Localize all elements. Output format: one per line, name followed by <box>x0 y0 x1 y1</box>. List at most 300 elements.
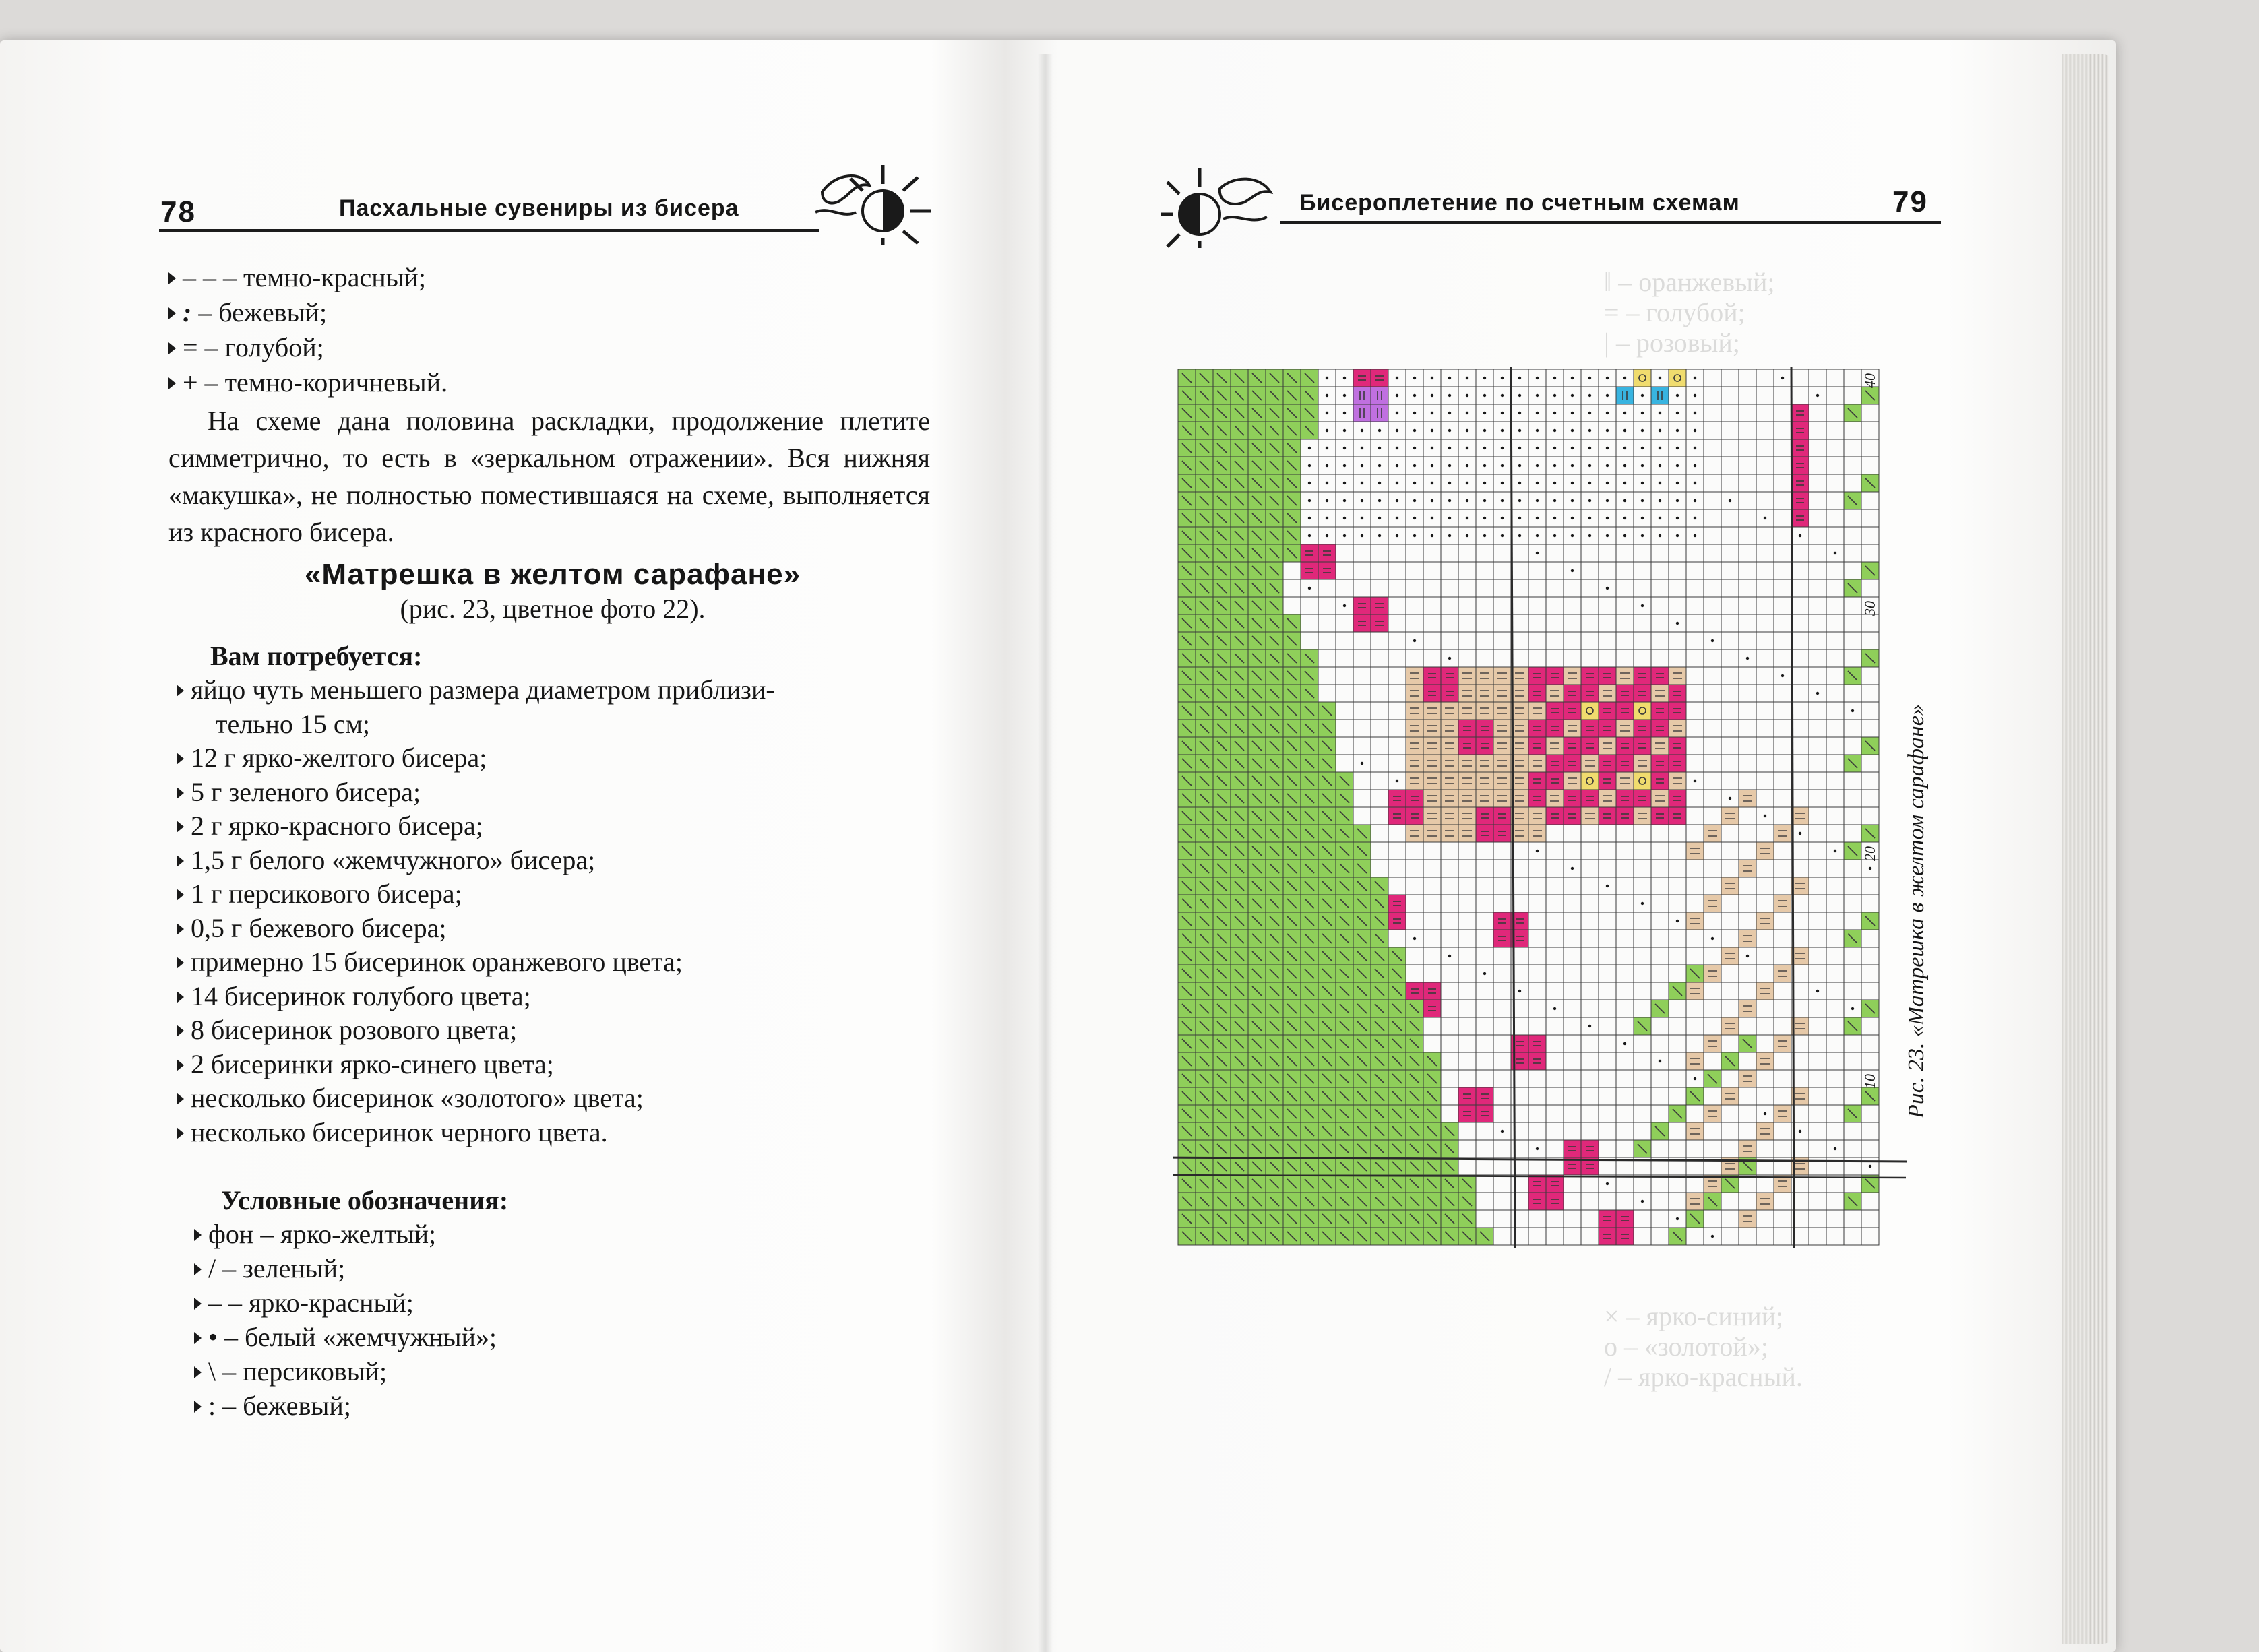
pattern-cell <box>1493 1035 1511 1052</box>
pattern-cell <box>1476 790 1493 807</box>
pattern-cell <box>1353 667 1371 685</box>
pattern-cell <box>1581 982 1599 1000</box>
pattern-cell <box>1721 720 1739 737</box>
pattern-cell <box>1528 912 1546 930</box>
pattern-cell <box>1599 947 1616 965</box>
cell-mark <box>1396 534 1398 537</box>
pattern-cell <box>1371 720 1388 737</box>
pattern-cell <box>1826 930 1844 947</box>
pattern-cell <box>1774 1210 1791 1228</box>
cell-mark <box>1588 482 1591 484</box>
cell-mark <box>1659 517 1661 519</box>
pattern-cell <box>1318 597 1336 614</box>
pattern-cell <box>1686 807 1704 825</box>
pattern-cell <box>1756 720 1774 737</box>
pattern-cell <box>1528 1228 1546 1245</box>
pattern-cell <box>1493 597 1511 614</box>
pattern-cell <box>1721 877 1739 895</box>
pattern-cell <box>1826 982 1844 1000</box>
pattern-cell <box>1581 912 1599 930</box>
pattern-cell <box>1458 1140 1476 1157</box>
cell-mark <box>1606 464 1609 467</box>
cell-mark <box>1588 412 1591 414</box>
pattern-cell <box>1669 1017 1686 1035</box>
pattern-cell <box>1756 369 1774 387</box>
pattern-cell <box>1756 579 1774 597</box>
material-item <box>177 1048 554 1080</box>
pattern-cell <box>1791 439 1809 457</box>
cell-mark <box>1431 499 1433 502</box>
pattern-cell <box>1651 1035 1669 1052</box>
cell-mark <box>1326 517 1328 519</box>
cell-mark <box>1729 499 1731 502</box>
pattern-cell <box>1493 1175 1511 1193</box>
cell-mark <box>1553 377 1556 379</box>
pattern-cell <box>1406 877 1423 895</box>
pattern-cell <box>1423 597 1441 614</box>
pattern-cell <box>1528 737 1546 755</box>
pattern-cell <box>1844 807 1861 825</box>
pattern-cell <box>1669 842 1686 860</box>
pattern-cell <box>1564 825 1581 842</box>
pattern-cell <box>1616 737 1634 755</box>
bullet-triangle-icon <box>177 1025 184 1037</box>
pattern-cell <box>1774 509 1791 527</box>
cell-mark <box>1694 499 1696 502</box>
pattern-cell <box>1809 509 1826 527</box>
left-header-title: Пасхальные сувениры из бисера <box>339 195 739 221</box>
pattern-cell <box>1756 562 1774 579</box>
right-page-number: 79 <box>1892 185 1928 218</box>
cell-mark <box>1606 587 1609 590</box>
pattern-cell <box>1336 632 1353 649</box>
pattern-cell <box>1476 807 1493 825</box>
pattern-cell <box>1791 772 1809 790</box>
pattern-cell <box>1441 1017 1458 1035</box>
pattern-cell <box>1616 860 1634 877</box>
pattern-cell <box>1564 1070 1581 1087</box>
cell-mark <box>1483 534 1486 537</box>
pattern-cell <box>1826 597 1844 614</box>
pattern-cell <box>1739 1017 1756 1035</box>
pattern-cell <box>1756 597 1774 614</box>
pattern-cell <box>1336 667 1353 685</box>
cell-mark <box>1483 972 1486 975</box>
cell-mark <box>1641 517 1644 519</box>
legend-item <box>194 1287 414 1319</box>
pattern-cell <box>1721 1070 1739 1087</box>
cell-mark <box>1343 377 1346 379</box>
pattern-cell <box>1546 790 1564 807</box>
pattern-cell <box>1616 1122 1634 1140</box>
pattern-cell <box>1546 755 1564 772</box>
pattern-cell <box>1686 1122 1704 1140</box>
pattern-cell <box>1546 562 1564 579</box>
right-header-title: Бисероплетение по счетным схемам <box>1299 190 1740 216</box>
pattern-cell <box>1756 1017 1774 1035</box>
pattern-cell <box>1564 772 1581 790</box>
pattern-cell <box>1651 597 1669 614</box>
pattern-cell <box>1704 1017 1721 1035</box>
pattern-cell <box>1861 1017 1879 1035</box>
cell-mark <box>1588 534 1591 537</box>
pattern-cell <box>1564 1175 1581 1193</box>
pattern-cell <box>1756 790 1774 807</box>
cell-mark <box>1553 1007 1556 1010</box>
pattern-cell <box>1809 772 1826 790</box>
pattern-cell <box>1406 790 1423 807</box>
pattern-cell <box>1809 825 1826 842</box>
cell-mark <box>1396 482 1398 484</box>
pattern-cell <box>1493 930 1511 947</box>
cell-mark <box>1676 464 1679 467</box>
cell-mark <box>1483 499 1486 502</box>
pattern-cell <box>1739 1140 1756 1157</box>
pattern-cell <box>1739 895 1756 912</box>
pattern-cell <box>1721 457 1739 474</box>
pattern-cell <box>1581 1105 1599 1122</box>
pattern-cell <box>1301 562 1318 579</box>
pattern-cell <box>1476 877 1493 895</box>
cell-mark <box>1518 377 1521 379</box>
cell-mark <box>1466 482 1468 484</box>
pattern-cell <box>1616 947 1634 965</box>
pattern-cell <box>1774 474 1791 492</box>
pattern-cell <box>1861 685 1879 702</box>
pattern-cell <box>1739 369 1756 387</box>
pattern-cell <box>1406 755 1423 772</box>
pattern-cell <box>1388 842 1406 860</box>
pattern-cell <box>1826 474 1844 492</box>
pattern-cell <box>1826 1070 1844 1087</box>
pattern-cell <box>1809 1087 1826 1105</box>
pattern-cell <box>1739 492 1756 509</box>
pattern-cell <box>1616 1070 1634 1087</box>
cell-mark <box>1448 464 1451 467</box>
pattern-cell <box>1826 387 1844 404</box>
pattern-cell <box>1406 544 1423 562</box>
pattern-cell <box>1844 509 1861 527</box>
pattern-cell <box>1861 1140 1879 1157</box>
pattern-cell <box>1861 544 1879 562</box>
pattern-cell <box>1774 1193 1791 1210</box>
pattern-cell <box>1511 1193 1528 1210</box>
pattern-cell <box>1669 667 1686 685</box>
pattern-cell <box>1581 1210 1599 1228</box>
cell-mark <box>1343 604 1346 607</box>
pattern-cell <box>1599 930 1616 947</box>
pattern-cell <box>1704 877 1721 895</box>
legend-item-text: \ – персиковый; <box>208 1356 388 1387</box>
pattern-cell <box>1669 597 1686 614</box>
pattern-cell <box>1721 667 1739 685</box>
material-item <box>216 708 370 740</box>
material-item-text: тельно 15 см; <box>216 708 371 739</box>
pattern-cell <box>1791 597 1809 614</box>
pattern-cell <box>1826 649 1844 667</box>
pattern-cell <box>1756 404 1774 422</box>
pattern-cell <box>1528 1052 1546 1070</box>
cell-mark <box>1326 482 1328 484</box>
pattern-cell <box>1774 965 1791 982</box>
pattern-cell <box>1826 1035 1844 1052</box>
pattern-cell <box>1686 1000 1704 1017</box>
pattern-cell <box>1774 1052 1791 1070</box>
pattern-cell <box>1458 1087 1476 1105</box>
cell-mark <box>1483 412 1486 414</box>
cell-mark <box>1659 412 1661 414</box>
pattern-cell <box>1599 720 1616 737</box>
pattern-cell <box>1616 597 1634 614</box>
pattern-cell <box>1721 772 1739 790</box>
pattern-cell <box>1686 1228 1704 1245</box>
pattern-cell <box>1458 965 1476 982</box>
pattern-cell <box>1826 1000 1844 1017</box>
cell-mark <box>1869 867 1871 870</box>
pattern-cell <box>1388 685 1406 702</box>
pattern-cell <box>1634 1105 1651 1122</box>
pattern-cell <box>1441 562 1458 579</box>
pattern-cell <box>1441 860 1458 877</box>
pattern-cell <box>1739 1122 1756 1140</box>
pattern-cell <box>1791 842 1809 860</box>
pattern-cell <box>1809 1122 1826 1140</box>
pattern-cell <box>1739 527 1756 544</box>
pattern-cell <box>1458 790 1476 807</box>
pattern-cell <box>1861 492 1879 509</box>
cell-mark <box>1641 499 1644 502</box>
pattern-cell <box>1686 860 1704 877</box>
pattern-cell <box>1634 1228 1651 1245</box>
bullet-triangle-icon <box>168 307 176 319</box>
pattern-cell <box>1826 1017 1844 1035</box>
pattern-cell <box>1581 702 1599 720</box>
cell-mark <box>1343 499 1346 502</box>
cell-mark <box>1588 499 1591 502</box>
cell-mark <box>1676 499 1679 502</box>
bullet-triangle-icon <box>168 342 176 354</box>
pattern-cell <box>1581 737 1599 755</box>
pattern-cell <box>1493 825 1511 842</box>
pattern-cell <box>1634 1000 1651 1017</box>
pattern-cell <box>1704 947 1721 965</box>
pattern-cell <box>1546 930 1564 947</box>
pattern-cell <box>1476 895 1493 912</box>
bullet-triangle-icon <box>194 1366 202 1378</box>
cell-mark <box>1378 447 1381 449</box>
material-item-text: 1,5 г белого «жемчужного» бисера; <box>191 844 596 875</box>
cell-mark <box>1536 1147 1539 1150</box>
pattern-cell <box>1826 685 1844 702</box>
pattern-cell <box>1353 772 1371 790</box>
pattern-cell <box>1388 632 1406 649</box>
cell-mark <box>1536 377 1539 379</box>
pattern-cell <box>1774 807 1791 825</box>
pattern-cell <box>1371 737 1388 755</box>
pattern-cell <box>1353 369 1371 387</box>
pattern-cell <box>1704 597 1721 614</box>
pattern-cell <box>1458 667 1476 685</box>
pattern-cell <box>1686 737 1704 755</box>
pattern-cell <box>1634 807 1651 825</box>
pattern-cell <box>1581 1193 1599 1210</box>
pattern-cell <box>1861 667 1879 685</box>
pattern-cell <box>1704 387 1721 404</box>
pattern-cell <box>1721 1210 1739 1228</box>
pattern-cell <box>1774 895 1791 912</box>
pattern-cell <box>1581 842 1599 860</box>
pattern-cell <box>1353 614 1371 632</box>
pattern-cell <box>1353 562 1371 579</box>
cell-mark <box>1606 429 1609 432</box>
pattern-cell <box>1634 720 1651 737</box>
bullet-triangle-icon <box>194 1332 202 1344</box>
pattern-cell <box>1861 1052 1879 1070</box>
pattern-cell <box>1791 369 1809 387</box>
pattern-cell <box>1774 825 1791 842</box>
pattern-cell <box>1721 614 1739 632</box>
pattern-cell <box>1651 877 1669 895</box>
pattern-cell <box>1826 702 1844 720</box>
pattern-cell <box>1528 720 1546 737</box>
cell-mark <box>1326 394 1328 397</box>
pattern-cell <box>1756 1070 1774 1087</box>
cell-mark <box>1448 412 1451 414</box>
pattern-cell <box>1651 632 1669 649</box>
pattern-cell <box>1441 930 1458 947</box>
pattern-cell <box>1616 755 1634 772</box>
cell-mark <box>1343 412 1346 414</box>
pattern-cell <box>1581 1052 1599 1070</box>
pattern-cell <box>1388 649 1406 667</box>
pattern-cell <box>1704 790 1721 807</box>
pattern-cell <box>1441 755 1458 772</box>
pattern-cell <box>1669 737 1686 755</box>
pattern-cell <box>1791 632 1809 649</box>
pattern-cell <box>1371 404 1388 422</box>
pattern-cell <box>1669 772 1686 790</box>
cell-mark <box>1308 447 1311 449</box>
pattern-cell <box>1406 667 1423 685</box>
pattern-cell <box>1493 562 1511 579</box>
pattern-cell <box>1739 755 1756 772</box>
pattern-cell <box>1336 702 1353 720</box>
pattern-cell <box>1704 912 1721 930</box>
pattern-cell <box>1704 860 1721 877</box>
pattern-cell <box>1353 737 1371 755</box>
pattern-cell <box>1388 737 1406 755</box>
pattern-cell <box>1423 772 1441 790</box>
pattern-cell <box>1476 1000 1493 1017</box>
pattern-cell <box>1756 1210 1774 1228</box>
pattern-cell <box>1493 720 1511 737</box>
pattern-cell <box>1861 579 1879 597</box>
pattern-cell <box>1756 895 1774 912</box>
cell-mark <box>1641 534 1644 537</box>
pattern-cell <box>1809 965 1826 982</box>
pattern-cell <box>1844 369 1861 387</box>
pattern-cell <box>1756 1122 1774 1140</box>
cell-mark <box>1571 534 1574 537</box>
pattern-cell <box>1546 544 1564 562</box>
pattern-cell <box>1458 562 1476 579</box>
pattern-cell <box>1774 1017 1791 1035</box>
pattern-cell <box>1634 667 1651 685</box>
right-header-rule <box>1280 221 1941 224</box>
pattern-cell <box>1599 597 1616 614</box>
pattern-cell <box>1721 1000 1739 1017</box>
pattern-cell <box>1686 947 1704 965</box>
pattern-cell <box>1686 930 1704 947</box>
cell-mark <box>1799 1130 1801 1133</box>
pattern-cell <box>1756 457 1774 474</box>
cell-mark <box>1553 464 1556 467</box>
legend-heading: Условные обозначения: <box>221 1185 509 1215</box>
cell-mark <box>1606 394 1609 397</box>
pattern-cell <box>1458 737 1476 755</box>
pattern-cell <box>1826 492 1844 509</box>
pattern-cell <box>1774 720 1791 737</box>
pattern-cell <box>1476 1210 1493 1228</box>
pattern-cell <box>1809 597 1826 614</box>
pattern-cell <box>1581 597 1599 614</box>
material-item <box>177 674 775 705</box>
pattern-cell <box>1704 737 1721 755</box>
pattern-cell <box>1493 947 1511 965</box>
pattern-cell <box>1406 579 1423 597</box>
pattern-cell <box>1581 755 1599 772</box>
pattern-cell <box>1704 369 1721 387</box>
pattern-cell <box>1704 492 1721 509</box>
pattern-cell <box>1844 544 1861 562</box>
pattern-cell <box>1774 877 1791 895</box>
pattern-cell <box>1739 772 1756 790</box>
pattern-cell <box>1826 790 1844 807</box>
pattern-cell <box>1441 807 1458 825</box>
pattern-cell <box>1528 895 1546 912</box>
pattern-cell <box>1546 912 1564 930</box>
pattern-cell <box>1511 579 1528 597</box>
pattern-cell <box>1599 702 1616 720</box>
pattern-cell <box>1441 1070 1458 1087</box>
pattern-cell <box>1371 860 1388 877</box>
pattern-cell <box>1844 562 1861 579</box>
pattern-cell <box>1616 895 1634 912</box>
cell-mark <box>1641 412 1644 414</box>
pattern-cell <box>1686 632 1704 649</box>
pattern-cell <box>1826 1087 1844 1105</box>
pattern-cell <box>1616 807 1634 825</box>
pattern-cell <box>1581 544 1599 562</box>
pattern-cell <box>1651 1087 1669 1105</box>
pattern-cell <box>1669 790 1686 807</box>
pattern-cell <box>1546 807 1564 825</box>
pattern-cell <box>1826 1210 1844 1228</box>
material-item <box>177 742 487 773</box>
pattern-cell <box>1458 755 1476 772</box>
pattern-cell <box>1564 1140 1581 1157</box>
cell-mark <box>1518 517 1521 519</box>
pattern-cell <box>1353 649 1371 667</box>
pattern-cell <box>1546 842 1564 860</box>
cell-mark <box>1361 499 1363 502</box>
cell-mark <box>1623 377 1626 379</box>
material-item-text: 0,5 г бежевого бисера; <box>191 912 447 943</box>
cell-mark <box>1571 464 1574 467</box>
pattern-cell <box>1826 404 1844 422</box>
pattern-cell <box>1826 614 1844 632</box>
pattern-cell <box>1774 649 1791 667</box>
